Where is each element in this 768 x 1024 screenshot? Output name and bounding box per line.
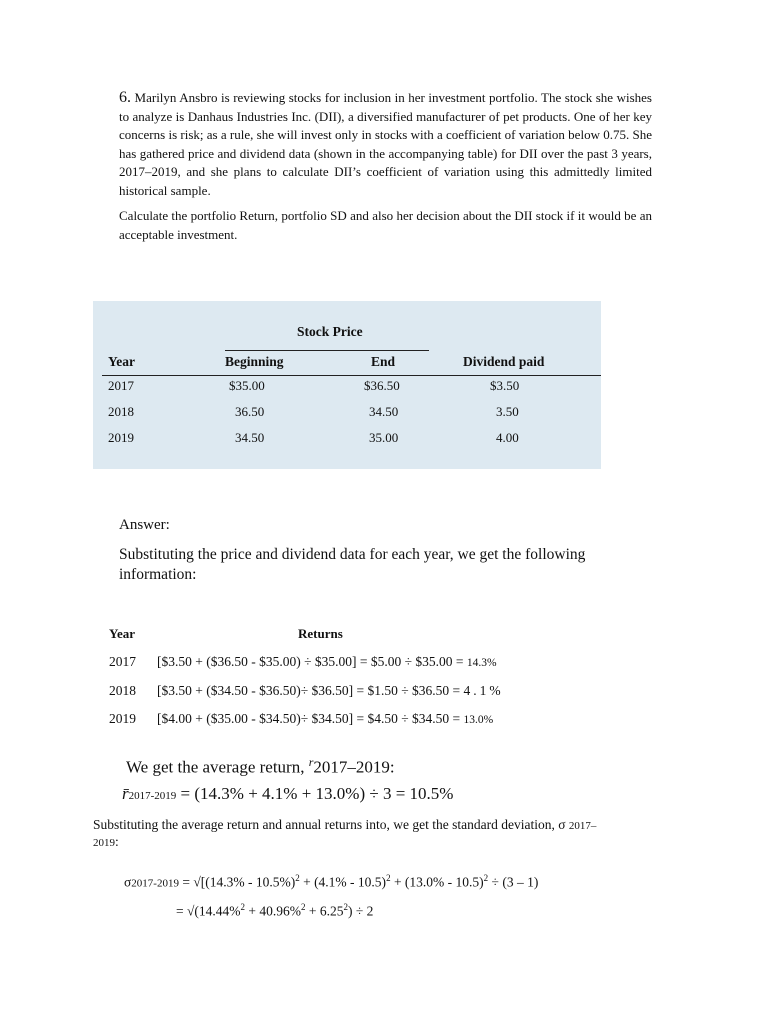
header-end: End bbox=[371, 354, 396, 369]
sd-equation-2: = $√(14.44\%^2 + 40.96\%^2 + 6.25^2) \div 2$ bbox=[176, 902, 374, 919]
answer-intro: Substituting the price and dividend data for each year, we get the following information: bbox=[119, 546, 586, 583]
sd-equation-1: σ2017-2019 = √[(14.3% - 10.5%)$^2$ + (4.1% - 10.5)$^2$ + (13.0% - 10.5)$^2$ ÷ (3 – 1) bbox=[124, 873, 539, 890]
header-rule bbox=[102, 375, 601, 376]
sd-intro: Substituting the average return and annual returns into, we get the standard deviation, σ 2017–2019: bbox=[93, 817, 597, 849]
stock-price-group-header: Stock Price bbox=[297, 324, 363, 339]
returns-header-year: Year bbox=[109, 626, 135, 641]
average-return-label: We get the average return, $^r$2017–2019: bbox=[126, 755, 395, 777]
returns-header-returns: Returns bbox=[298, 626, 343, 641]
header-beginning: Beginning bbox=[225, 354, 284, 369]
question-block bbox=[119, 89, 652, 251]
question-paragraph-1: 6. Marilyn Ansbro is reviewing stocks for inclusion in her investment portfolio. The stock she wishes to analyze is Danhaus Industries Inc. (DII), a diversified manufacturer of pet products. One of her key concerns is risk; as a rule, she will invest only in stocks with a coefficient of variation below 0.75. She has gathered price and dividend data (shown in the accompanying table) for DII over the past 3 years, 2017–2019, and she plans to calculate DII’s coefficient of variation using this admittedly limited historical sample. bbox=[119, 89, 652, 198]
stock-price-table: Stock Price Year Beginning End Dividend paid 2017 $35.00 $36.50 $3.50 2018 36.50 34.50 3.50 2019 34.50 35.00 4.00 bbox=[93, 301, 601, 469]
group-header-rule bbox=[225, 350, 429, 351]
average-return-equation: r̄2017-2019 = (14.3% + 4.1% + 13.0%) ÷ 3 = 10.5% bbox=[122, 784, 454, 803]
answer-label: Answer: bbox=[119, 517, 170, 533]
header-year: Year bbox=[108, 354, 135, 369]
question-paragraph-2: Calculate the portfolio Return, portfolio SD and also her decision about the DII stock if it would be an acceptable investment. bbox=[119, 208, 652, 242]
header-dividend: Dividend paid bbox=[463, 354, 545, 369]
question-number: 6. bbox=[119, 89, 131, 106]
